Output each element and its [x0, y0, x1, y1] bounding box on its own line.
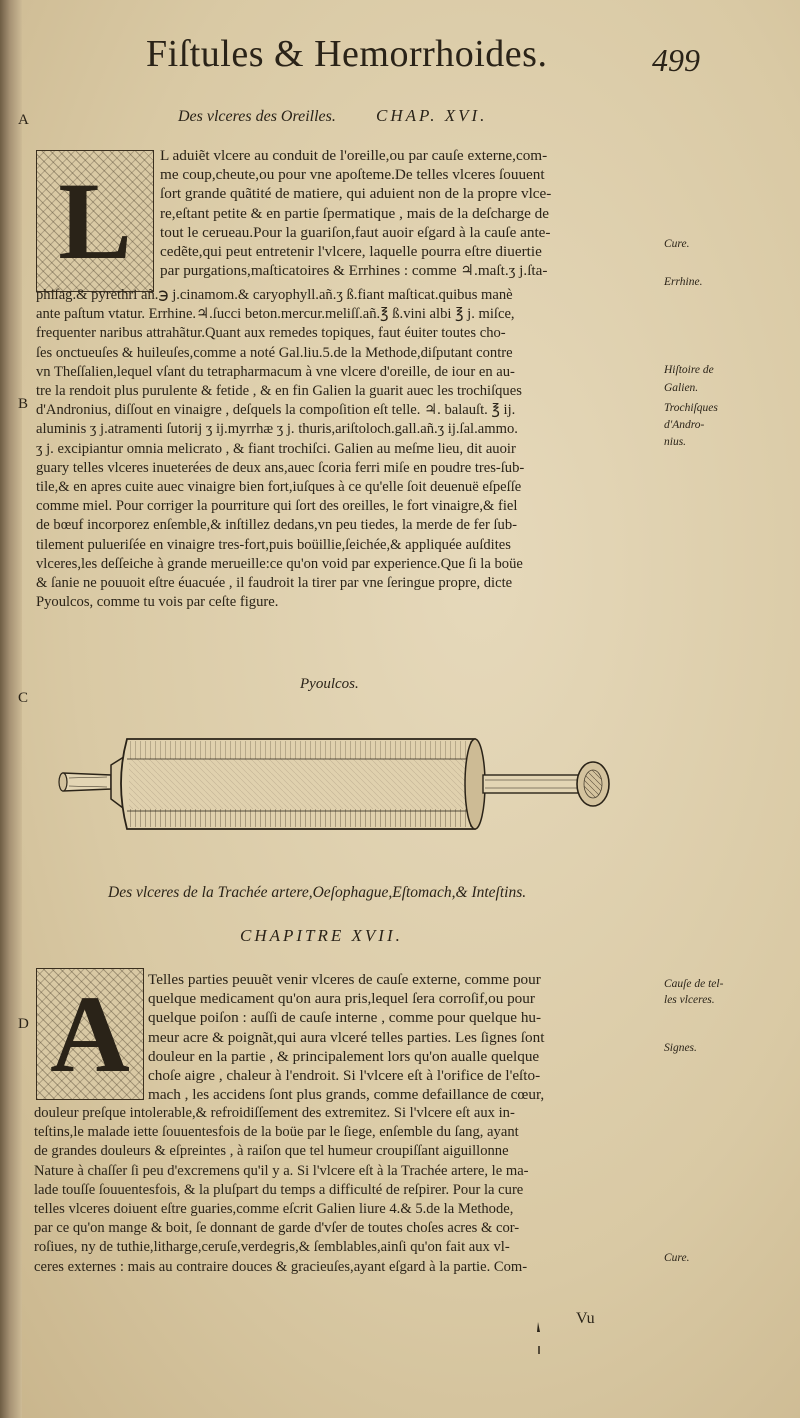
side-note: les vlceres. [664, 994, 715, 1006]
text-line: tilement pulueriſée en vinaigre tres-fort,puis boüillie,ſeichée,& appliquée auſdites [36, 536, 511, 553]
text-line: cedẽte,qui peut entretenir l'vlcere, laquelle pourra eſtre diuertie [160, 243, 542, 261]
text-line: teſtins,le malade iette ſouuentesfois de la boüe par le ſiege, enſemble du ſang, ayant [34, 1124, 519, 1141]
text-line: frequenter naribus attrahãtur.Quant aux remedes topiques, faut éuiter toutes cho- [36, 325, 506, 342]
text-line: aluminis ʒ j.atramenti ſutorij ʒ ij.myrrhæ ʒ j. thuris,ariſtoloch.gall.añ.ʒ ij.ſal.ammo. [36, 421, 518, 438]
text-line: ante paſtum vtatur. Errhine.♃.ſucci beton.mercur.meliſſ.añ.℥ ß.vini albi ℥ j. miſce, [36, 306, 515, 323]
text-line: par ce qu'on mange & boit, ſe donnant de garde d'vſer de toutes choſes acres & cor- [34, 1220, 520, 1237]
side-note: nius. [664, 436, 687, 448]
text-line: d'Andronius, diſſout en vinaigre , deſquels la compoſition eſt telle. ♃. balauſt. ℥ ij. [36, 402, 516, 419]
chapter16-text-indented [160, 146, 660, 280]
ink-mark [530, 1318, 550, 1358]
page-number: 499 [652, 42, 700, 78]
running-head-title: Fiſtules & Hemorrhoides. [146, 33, 548, 75]
text-line: mach , les accidens ſont plus grands, comme defaillance de cœur, [148, 1086, 545, 1104]
chapter17-text-full [34, 1104, 660, 1277]
text-line: de grandes douleurs & eſpreintes , à raiſon que tel humeur croupiſſant aiguillonne [34, 1143, 509, 1160]
catchword: Vu [576, 1310, 595, 1327]
text-line: tile,& en apres cuite auec vinaigre bien fort,iuſques à ce qu'elle ſoit deuenuë eſpeſſe [36, 479, 522, 496]
text-line: Pyoulcos, comme tu vois par ceſte figure. [36, 594, 279, 611]
text-line: choſe aigre , chaleur à l'endroit. Si l'vlcere eſt à l'orifice de l'eſto- [148, 1067, 541, 1085]
text-line: & ſanie ne pouuoit eſtre éuacuée , il faudroit la tirer par vne ſeringue propre, dicte [36, 575, 513, 592]
text-line: par purgations,maſticatoires & Errhines : comme ♃.maſt.ʒ j.ſta- [160, 262, 548, 280]
text-line: de bœuf incorporez enſemble,& inſtillez dedans,vn peu tiedes, la merde de fer ſub- [36, 517, 518, 534]
text-line: douleur preſque intolerable,& refroidiſſement des extremitez. Si l'vlcere eſt aux in- [34, 1105, 515, 1121]
drop-cap-a [36, 968, 144, 1100]
text-line: phiſag.& pyrethri añ.℈ j.cinamom.& caryophyll.añ.ʒ ß.fiant maſticat.quibus manè [36, 287, 513, 303]
chapter16-heading: Des vlceres des Oreilles. [178, 108, 336, 125]
text-line: telles vlceres doiuent eſtre guaries,comme eſcrit Galien liure 4.& 5.de la Methode, [34, 1201, 514, 1218]
text-line: meur acre & poignãt,qui aura vlceré telles parties. Les ſignes ſont [148, 1028, 545, 1046]
side-note: Trochiſques [664, 402, 718, 414]
figure-caption: Pyoulcos. [300, 676, 359, 692]
chapter17-label: CHAPITRE XVII. [240, 926, 403, 945]
text-line: vlceres,les deſſeiche à grande merueille:ce qu'on void par experience.Que ſi la boüe [36, 555, 523, 572]
text-line: roſiues, ny de tuthie,litharge,ceruſe,verdegris,& ſemblables,ainſi qu'on fait aux vl- [34, 1239, 510, 1256]
side-note: Galien. [664, 382, 699, 394]
syringe-icon [55, 725, 625, 845]
page-gutter-shadow [0, 0, 22, 1418]
text-line: Nature à chaſſer ſi peu d'excremens qu'il y a. Si l'vlcere eſt à la Trachée artere, le ma- [34, 1162, 529, 1179]
drop-cap-l [36, 150, 154, 292]
text-line: tout le cerueau.Pour la guariſon,faut auoir eſgard à la cauſe ante- [160, 223, 551, 241]
chapter17-heading: Des vlceres de la Trachée artere,Oeſophague,Eſtomach,& Inteſtins. [108, 884, 527, 901]
side-note: d'Andro- [664, 419, 705, 431]
side-note: Signes. [664, 1042, 697, 1054]
text-line: lade touſſe ſouuentesfois, & la pluſpart du temps a difficulté de reſpirer. Pour la cure [34, 1181, 524, 1198]
side-note: Cure. [664, 238, 690, 250]
text-line: comme miel. Pour corriger la pourriture qui ſort des oreilles, le fort vinaigre,& fiel [36, 498, 518, 515]
side-note: Cauſe de tel- [664, 978, 724, 990]
chapter16-label: CHAP. XVI. [376, 106, 488, 125]
margin-letter-a: A [18, 112, 29, 128]
chapter17-text-indented [148, 970, 658, 1104]
drop-cap-letter: A [50, 972, 130, 1095]
text-line: me coup,cheute,ou pour vne apoſteme.De telles vlceres ſouuent [160, 166, 545, 184]
text-line: ʒ j. excipiantur omnia melicrato , & fiant trochiſci. Galien au meſme lieu, dit auoir [36, 440, 516, 457]
text-line: quelque medicament qu'on aura pris,lequel ſera corroſif,ou pour [148, 990, 535, 1008]
text-line: guary telles vlceres inueterées de deux ans,auec ſcoria ferri miſe en poudre tres-ſub- [36, 459, 525, 476]
text-line: quelque poiſon : auſſi de cauſe interne , comme pour quelque hu- [148, 1009, 542, 1027]
text-line: vn Theſſalien,lequel vſant du tetrapharmacum à vne vlcere d'oreille, de iour en au- [36, 363, 515, 380]
text-line: ceres externes : mais au contraire douces & gracieuſes,ayant eſgard à la partie. Com- [34, 1258, 528, 1275]
drop-cap-letter: L [58, 159, 132, 282]
side-note: Errhine. [664, 276, 703, 288]
side-note: Hiſtoire de [664, 364, 714, 376]
text-line: Telles parties peuuẽt venir vlceres de cauſe externe, comme pour [148, 971, 541, 988]
margin-letter-c: C [18, 690, 29, 706]
text-line: re,eſtant petite & en partie ſpermatique , mais de la deſcharge de [160, 204, 549, 222]
text-line: douleur en la partie , & principalement lors qu'on aualle quelque [148, 1047, 540, 1065]
text-line: tre la rendoit plus purulente & fetide , & en fin Galien la guarit auec les trochiſques [36, 383, 522, 400]
running-head [140, 28, 700, 80]
text-line: ſort grande quãtité de matiere, qui aduient non de la propre vlce- [160, 185, 552, 203]
side-note: Cure. [664, 1252, 690, 1264]
text-line: ſes onctueuſes & huileuſes,comme a noté Gal.liu.5.de la Methode,diſputant contre [36, 344, 513, 361]
margin-letter-b: B [18, 396, 29, 412]
margin-letter-d: D [18, 1016, 29, 1032]
chapter16-text-full [36, 286, 660, 612]
text-line: L aduiẽt vlcere au conduit de l'oreille,ou par cauſe externe,com- [160, 147, 548, 164]
